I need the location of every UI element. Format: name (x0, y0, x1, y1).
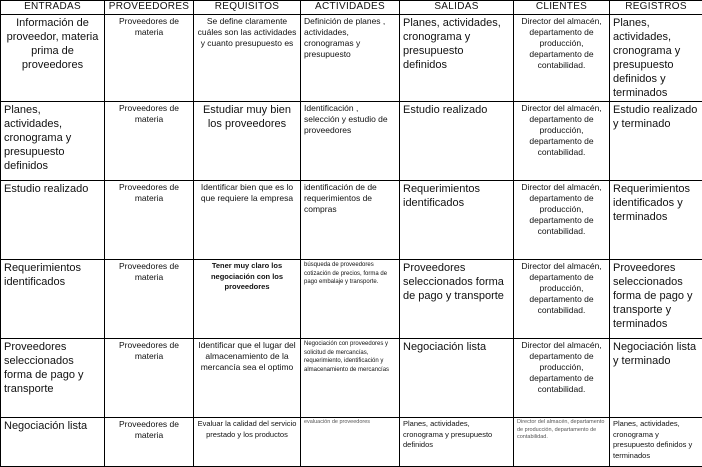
table-row (1, 260, 702, 339)
cell-requisitos: Identificar bien que es lo que requiere la empresa (194, 181, 301, 260)
cell-clientes: Director del almacén, departamento de producción, departamento de contabilidad. (514, 260, 610, 339)
cell-clientes: Director del almacén, departamento de producción, departamento de contabilidad. (514, 15, 610, 102)
cell-requisitos: Se define claramente cuáles son las actividades y cuanto presupuesto es (194, 15, 301, 102)
cell-salidas: Planes, actividades, cronograma y presupuesto definidos (400, 15, 514, 102)
cell-clientes: Director del almacén, departamento de producción, departamento de contabilidad. (514, 418, 610, 467)
table-row (1, 418, 702, 467)
header-row (1, 1, 702, 15)
cell-actividades: Negociación con proveedores y solicitud de mercancías, requerimiento, identificación y almacenamiento de mercancías (301, 339, 400, 418)
cell-salidas: Planes, actividades, cronograma y presupuesto definidos (400, 418, 514, 467)
cell-salidas: Proveedores seleccionados forma de pago y transporte (400, 260, 514, 339)
cell-requisitos: Estudiar muy bien los proveedores (194, 102, 301, 181)
cell-requisitos: Tener muy claro los negociación con los proveedores (194, 260, 301, 339)
cell-actividades: identificación de de requerimientos de compras (301, 181, 400, 260)
header-proveedores: PROVEEDORES (105, 1, 194, 15)
header-clientes: CLIENTES (514, 1, 610, 15)
cell-registros: Planes, actividades, cronograma y presupuesto definidos y terminados (610, 15, 702, 102)
header-registros: REGISTROS (610, 1, 702, 15)
cell-registros: Proveedores seleccionados forma de pago y transporte y terminados (610, 260, 702, 339)
table-row (1, 339, 702, 418)
cell-proveedores: Proveedores de materia (105, 260, 194, 339)
header-actividades: ACTIVIDADES (301, 1, 400, 15)
cell-clientes: Director del almacén, departamento de producción, departamento de contabilidad. (514, 102, 610, 181)
cell-entradas: Requerimientos identificados (1, 260, 105, 339)
cell-salidas: Estudio realizado (400, 102, 514, 181)
cell-requisitos: Evaluar la calidad del servicio prestado y los productos (194, 418, 301, 467)
cell-proveedores: Proveedores de materia (105, 339, 194, 418)
cell-actividades: Identificación , selección y estudio de proveedores (301, 102, 400, 181)
header-requisitos: REQUISITOS (194, 1, 301, 15)
table-row (1, 181, 702, 260)
cell-entradas: Estudio realizado (1, 181, 105, 260)
cell-clientes: Director del almacén, departamento de producción, departamento de contabilidad. (514, 339, 610, 418)
cell-salidas: Requerimientos identificados (400, 181, 514, 260)
cell-entradas: Negociación lista (1, 418, 105, 467)
cell-actividades: búsqueda de proveedores cotización de precios, forma de pago embalaje y transporte. (301, 260, 400, 339)
cell-registros: Negociación lista y terminado (610, 339, 702, 418)
cell-entradas: Proveedores seleccionados forma de pago y transporte (1, 339, 105, 418)
cell-actividades: Definición de planes , actividades, cronogramas y presupuesto (301, 15, 400, 102)
cell-proveedores: Proveedores de materia (105, 181, 194, 260)
header-entradas: ENTRADAS (1, 1, 105, 15)
header-salidas: SALIDAS (400, 1, 514, 15)
cell-entradas: Información de proveedor, materia prima de proveedores (1, 15, 105, 102)
cell-salidas: Negociación lista (400, 339, 514, 418)
cell-requisitos: Identificar que el lugar del almacenamiento de la mercancía sea el optimo (194, 339, 301, 418)
table-row (1, 102, 702, 181)
cell-actividades: evaluación de proveedores (301, 418, 400, 467)
cell-proveedores: Proveedores de materia (105, 418, 194, 467)
cell-proveedores: Proveedores de materia (105, 102, 194, 181)
cell-registros: Requerimientos identificados y terminados (610, 181, 702, 260)
cell-registros: Planes, actividades, cronograma y presupuesto definidos y terminados (610, 418, 702, 467)
cell-clientes: Director del almacén, departamento de producción, departamento de contabilidad. (514, 181, 610, 260)
cell-entradas: Planes, actividades, cronograma y presupuesto definidos (1, 102, 105, 181)
cell-proveedores: Proveedores de materia (105, 15, 194, 102)
cell-registros: Estudio realizado y terminado (610, 102, 702, 181)
table-row (1, 15, 702, 102)
